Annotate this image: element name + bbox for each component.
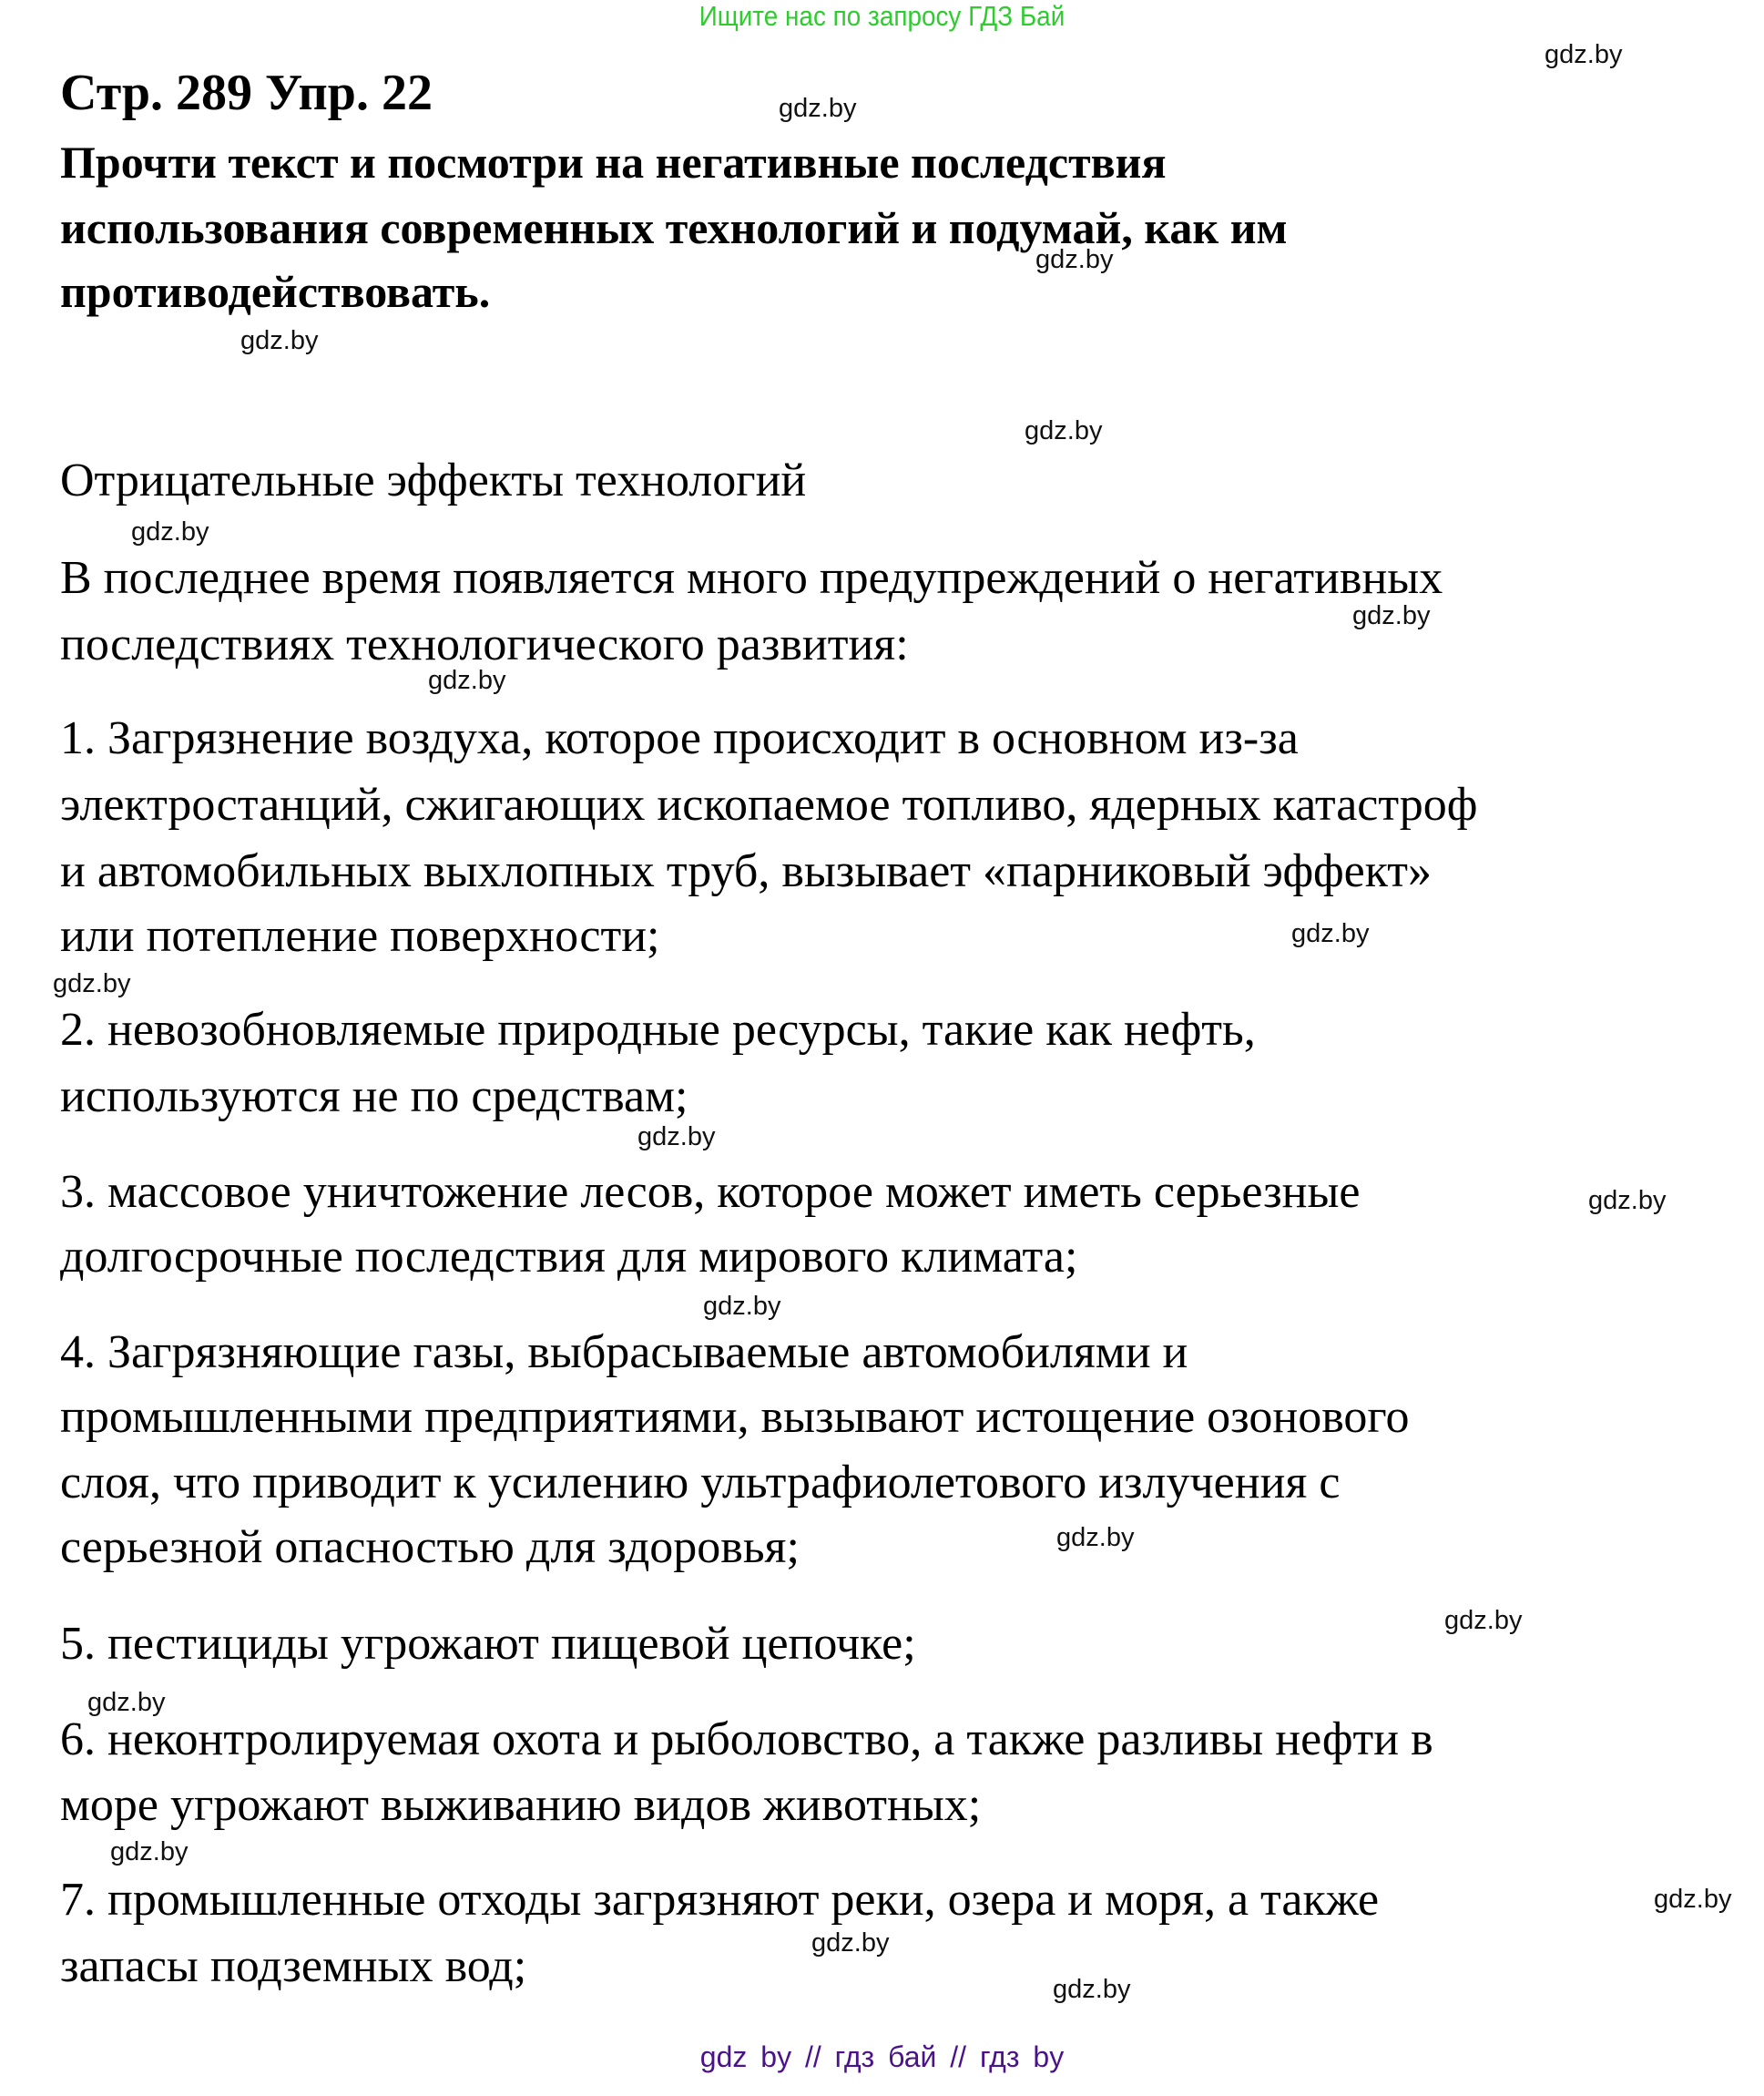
list-item-line: или потепление поверхности; (60, 910, 660, 962)
list-item-line: 5. пестициды угрожают пищевой цепочке; (60, 1618, 916, 1670)
list-item-line: 2. невозобновляемые природные ресурсы, такие как нефть, (60, 1004, 1256, 1056)
list-item-line: 6. неконтролируемая охота и рыболовство, а также разливы нефти в (60, 1713, 1433, 1765)
footer-links: gdz by // гдз бай // гдз by (699, 2040, 1065, 2073)
list-item-line: долгосрочные последствия для мирового климата; (60, 1231, 1078, 1283)
text-line: В последнее время появляется много предупреждений о негативных (60, 552, 1443, 604)
watermark: gdz.by (811, 1928, 890, 1958)
watermark: gdz.by (1545, 40, 1623, 69)
list-item-line: 3. массовое уничтожение лесов, которое может иметь серьезные (60, 1166, 1361, 1218)
list-item-line: 4. Загрязняющие газы, выбрасываемые автомобилями и (60, 1326, 1188, 1378)
watermark: gdz.by (87, 1688, 166, 1717)
task-line: противодействовать. (60, 266, 491, 317)
task-line: Прочти текст и посмотри на негативные последствия (60, 137, 1167, 188)
watermark: gdz.by (1588, 1186, 1667, 1215)
watermark: gdz.by (1025, 416, 1103, 445)
list-item-line: и автомобильных выхлопных труб, вызывает «парниковый эффект» (60, 845, 1433, 897)
list-item-line: используются не по средствам; (60, 1070, 688, 1122)
watermark: gdz.by (637, 1122, 716, 1151)
watermark: gdz.by (1035, 245, 1114, 274)
watermark: gdz.by (1352, 601, 1431, 630)
list-item-line: промышленными предприятиями, вызывают истощение озонового (60, 1391, 1410, 1443)
watermark: gdz.by (240, 326, 319, 355)
list-item-line: серьезной опасностью для здоровья; (60, 1521, 800, 1573)
text-subheading: Отрицательные эффекты технологий (60, 455, 807, 506)
watermark: gdz.by (428, 666, 506, 695)
watermark: gdz.by (779, 94, 857, 123)
watermark: gdz.by (1654, 1885, 1732, 1914)
watermark: gdz.by (53, 969, 131, 998)
task-line: использования современных технологий и подумай, как им (60, 202, 1288, 253)
page-title: Стр. 289 Упр. 22 (60, 65, 433, 121)
watermark: gdz.by (703, 1292, 781, 1321)
list-item-line: море угрожают выживанию видов животных; (60, 1779, 982, 1831)
watermark: gdz.by (1291, 919, 1370, 948)
list-item-line: слоя, что приводит к усилению ультрафиолетового излучения с (60, 1457, 1341, 1508)
list-item-line: запасы подземных вод; (60, 1940, 527, 1992)
text-line: последствиях технологического развития: (60, 619, 909, 670)
watermark: gdz.by (1053, 1975, 1131, 2004)
search-banner: Ищите нас по запросу ГДЗ Бай (698, 0, 1066, 32)
list-item-line: 7. промышленные отходы загрязняют реки, озера и моря, а также (60, 1874, 1380, 1926)
watermark: gdz.by (110, 1837, 189, 1866)
watermark: gdz.by (131, 517, 209, 547)
watermark: gdz.by (1444, 1606, 1523, 1635)
list-item-line: 1. Загрязнение воздуха, которое происходит в основном из-за (60, 712, 1299, 764)
watermark: gdz.by (1056, 1523, 1135, 1552)
list-item-line: электростанций, сжигающих ископаемое топливо, ядерных катастроф (60, 779, 1478, 831)
